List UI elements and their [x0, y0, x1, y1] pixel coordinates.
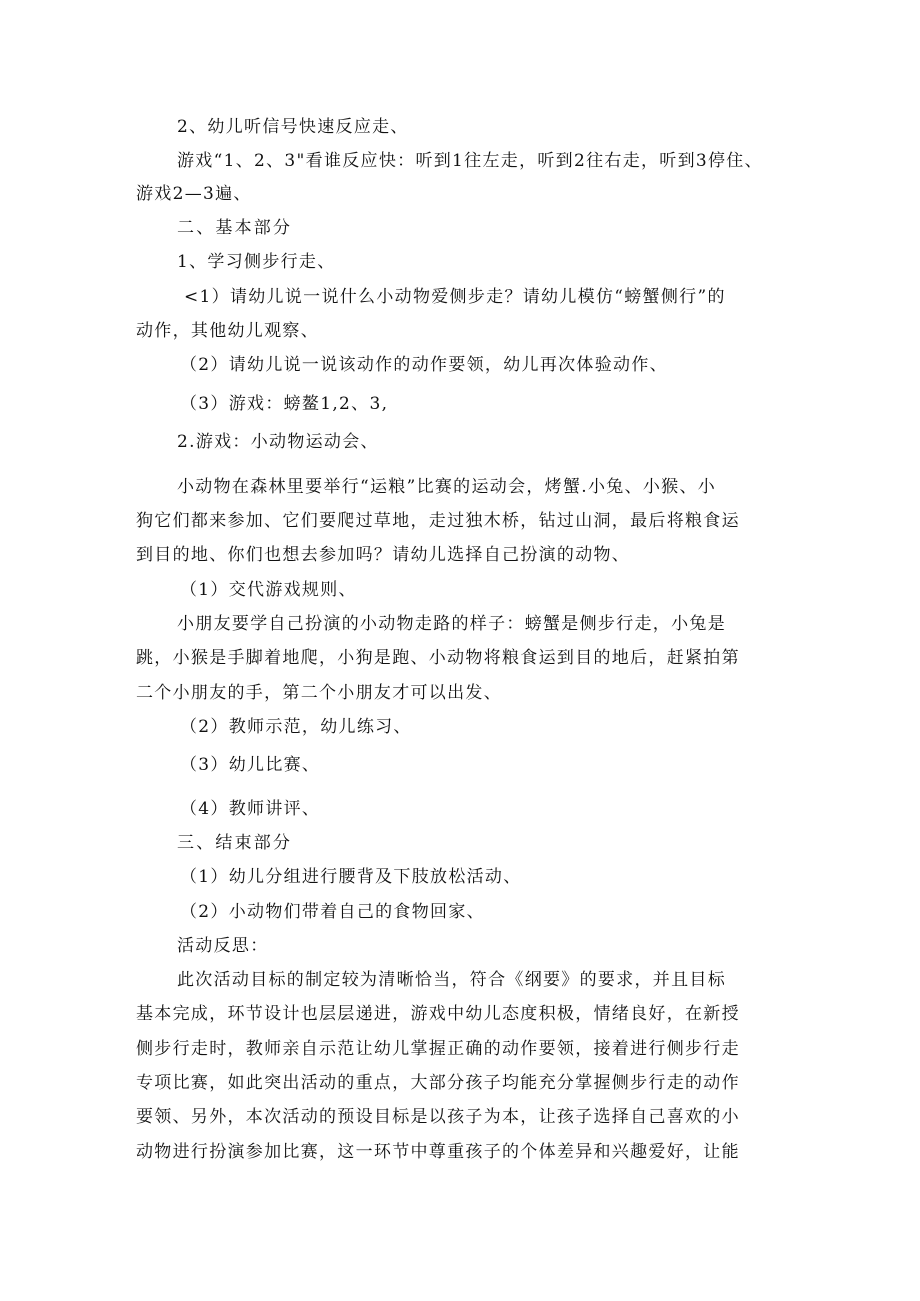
reflection-line-5: 要领、另外，本次活动的预设目标是以孩子为本，让孩子选择自己喜欢的小 [136, 1107, 740, 1127]
rules-para-line-3: 二个小朋友的手，第二个小朋友才可以出发、 [136, 683, 502, 703]
step-learn-side-walk: 1、学习侧步行走、 [177, 252, 336, 272]
reflection-line-3: 侧步行走时，教师亲自示范让幼儿掌握正确的动作要领，接着进行侧步行走 [136, 1039, 740, 1059]
reflection-line-2: 基本完成，环节设计也层层递进，游戏中幼儿态度积极，情绪良好，在新授 [136, 1004, 740, 1024]
game-rule-line: 游戏“1、2、3"看谁反应快：听到1往左走，听到2往右走，听到3停住、 [177, 151, 763, 171]
step-2-heading: 2、幼儿听信号快速反应走、 [177, 117, 409, 137]
sports-meet-para-line-2: 狗它们都来参加、它们要爬过草地，走过独木桥，钻过山洞，最后将粮食运 [136, 511, 740, 531]
rules-item-3: （3）幼儿比赛、 [180, 755, 321, 775]
item-2-line: （2）请幼儿说一说该动作的动作要领，幼儿再次体验动作、 [180, 355, 668, 375]
rules-para-line-2: 跳，小猴是手脚着地爬，小狗是跑、小动物将粮食运到目的地后，赶紧拍第 [136, 648, 740, 668]
section-basic-heading: 二、基本部分 [177, 218, 293, 238]
item-1-line-1: <1）请幼儿说一说什么小动物爱侧步走？请幼儿模仿“螃蟹侧行”的 [184, 287, 726, 307]
rules-item-4: （4）教师讲评、 [180, 799, 321, 819]
sports-meet-para-line-3: 到目的地、你们也想去参加吗？请幼儿选择自己扮演的动物、 [136, 545, 631, 565]
game-repeat-line: 游戏2—3遍、 [136, 184, 252, 204]
item-3-line: （3）游戏：螃鳌1,2、3, [180, 394, 389, 414]
section-ending-heading: 三、结束部分 [177, 833, 293, 853]
sports-meet-para-line-1: 小动物在森林里要举行“运粮”比赛的运动会，烤蟹.小兔、小猴、小 [177, 477, 717, 497]
rules-para-line-1: 小朋友要学自己扮演的小动物走路的样子：螃蟹是侧步行走，小兔是 [177, 614, 726, 634]
game-sports-meet-heading: 2.游戏：小动物运动会、 [177, 432, 379, 452]
ending-item-1: （1）幼儿分组进行腰背及下肢放松活动、 [180, 867, 522, 887]
reflection-heading: 活动反思： [177, 936, 269, 956]
item-1-line-2: 动作，其他幼儿观察、 [136, 321, 319, 341]
reflection-line-1: 此次活动目标的制定较为清晰恰当，符合《纲要》的要求，并且目标 [177, 970, 726, 990]
ending-item-2: （2）小动物们带着自己的食物回家、 [180, 902, 485, 922]
rules-item-2: （2）教师示范，幼儿练习、 [180, 717, 412, 737]
reflection-line-6: 动物进行扮演参加比赛，这一环节中尊重孩子的个体差异和兴趣爱好，让能 [136, 1142, 740, 1162]
reflection-line-4: 专项比赛，如此突出活动的重点，大部分孩子均能充分掌握侧步行走的动作 [136, 1073, 740, 1093]
rules-item-1: （1）交代游戏规则、 [180, 580, 357, 600]
